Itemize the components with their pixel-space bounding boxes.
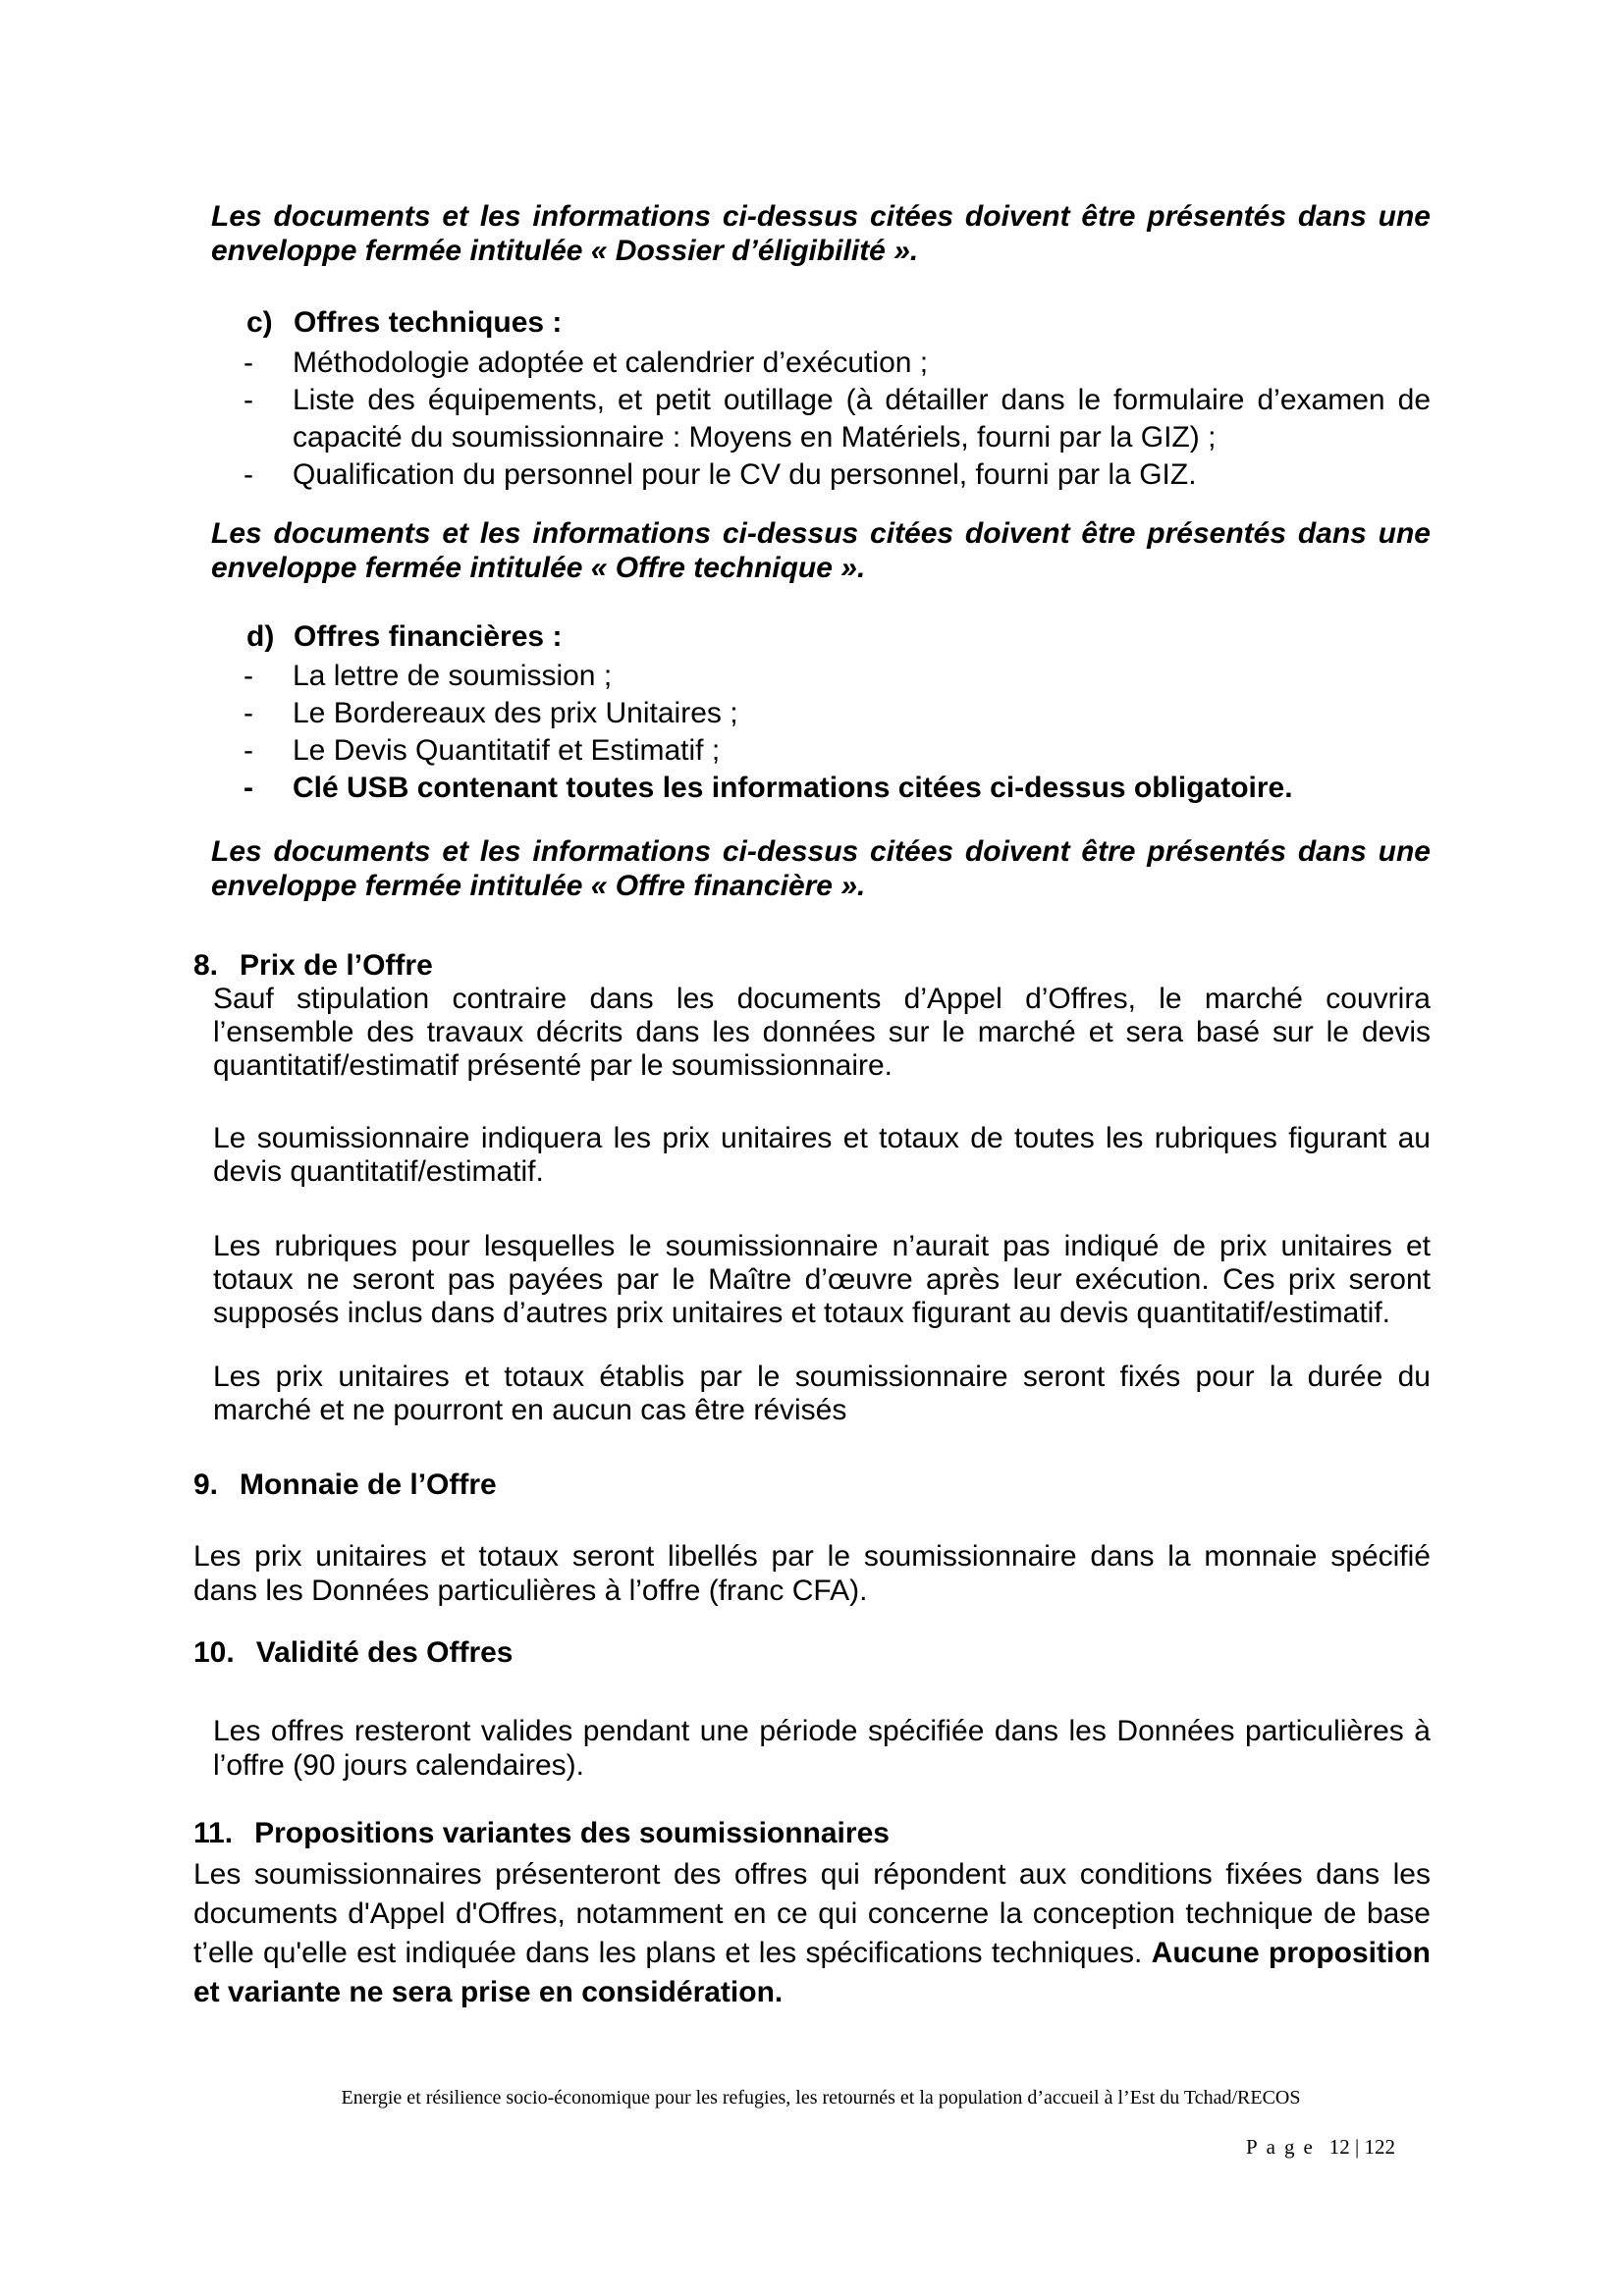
section-9-number: 9.	[193, 1468, 219, 1501]
section-10-heading	[193, 1635, 1431, 1670]
list-item-text: Le Devis Quantitatif et Estimatif ;	[293, 734, 721, 767]
list-item-text: La lettre de soumission ;	[293, 660, 613, 692]
notice-technical: Les documents et les informations ci-dessus citées doivent être présentés dans une enveloppe fermée intitulée « Offre technique ».	[211, 517, 1431, 584]
notice-financial: Les documents et les informations ci-dessus citées doivent être présentés dans une enveloppe fermée intitulée « Offre financière ».	[211, 835, 1431, 902]
dash-marker: -	[244, 660, 253, 692]
list-item	[211, 732, 1431, 770]
footer-page-number	[1246, 2134, 1395, 2160]
section-d-label: d)	[246, 620, 275, 653]
list-item	[211, 345, 1431, 382]
paragraph: Les prix unitaires et totaux seront libellés par le soumissionnaire dans la monnaie spécifié dans les Données particulières à l’offre (franc CFA).	[193, 1540, 1431, 1607]
list-item-text: Méthodologie adoptée et calendrier d’exécution ;	[293, 347, 929, 379]
section-8-heading	[193, 948, 1431, 983]
dash-marker: -	[244, 734, 253, 767]
dash-marker: -	[244, 347, 253, 379]
page-value: 12 | 122	[1328, 2135, 1395, 2159]
section-11-number: 11.	[193, 1817, 234, 1849]
dash-marker: -	[244, 384, 253, 416]
section-c-list	[211, 345, 1431, 494]
section-11-heading	[193, 1816, 1431, 1850]
section-9-heading	[193, 1468, 1431, 1502]
section-11-title: Propositions variantes des soumissionnaires	[254, 1817, 890, 1849]
dash-marker: -	[244, 697, 253, 729]
paragraph-bold-text: Aucune proposition et variante ne sera prise en considération.	[193, 1937, 1431, 2008]
paragraph: Le soumissionnaire indiquera les prix unitaires et totaux de toutes les rubriques figurant au devis quantitatif/estimatif.	[213, 1122, 1431, 1188]
section-10-title: Validité des Offres	[255, 1636, 514, 1669]
list-item	[211, 382, 1431, 456]
paragraph	[193, 1855, 1431, 2012]
list-item	[211, 695, 1431, 732]
section-d-heading	[211, 619, 1431, 654]
section-d-title: Offres financières :	[294, 620, 563, 653]
footer-project-title: Energie et résilience socio-économique pour les refugies, les retournés et la population d’accueil à l’Est du Tchad/RECOS	[341, 2087, 1301, 2109]
list-item	[211, 456, 1431, 494]
list-item-text: Le Bordereaux des prix Unitaires ;	[293, 697, 738, 729]
list-item-text: Liste des équipements, et petit outillage (à détailler dans le formulaire d’examen de capacité du soumissionnaire : Moyens en Matériels, fourni par la GIZ) ;	[293, 384, 1431, 454]
list-item	[211, 658, 1431, 695]
paragraph: Les prix unitaires et totaux établis par le soumissionnaire seront fixés pour la durée du marché et ne pourront en aucun cas être révisés	[213, 1361, 1431, 1426]
dash-marker: -	[244, 772, 253, 804]
paragraph-text: Les soumissionnaires présenteront des offres qui répondent aux conditions fixées dans les documents d'Appel d'Offres, notamment en ce qui concerne la conception technique de base t’elle qu'elle est indiquée dans les plans et les spécifications techniques.	[193, 1858, 1431, 1969]
paragraph: Les offres resteront valides pendant une période spécifiée dans les Données particulières à l’offre (90 jours calendaires).	[213, 1715, 1431, 1782]
section-c-title: Offres techniques :	[294, 306, 563, 339]
section-10-number: 10.	[193, 1636, 235, 1669]
dash-marker: -	[244, 458, 253, 491]
list-item-text: Clé USB contenant toutes les informations citées ci-dessus obligatoire.	[293, 772, 1293, 804]
paragraph: Sauf stipulation contraire dans les documents d’Appel d’Offres, le marché couvrira l’ensemble des travaux décrits dans les données sur le marché et sera basé sur le devis quantitatif/estimatif présenté par le soumissionnaire.	[213, 983, 1431, 1082]
section-c-label: c)	[246, 306, 273, 339]
page-label: Page	[1245, 2135, 1322, 2159]
section-8-title: Prix de l’Offre	[240, 949, 433, 982]
section-d-list	[211, 658, 1431, 807]
list-item	[211, 770, 1431, 807]
section-9-title: Monnaie de l’Offre	[240, 1468, 497, 1501]
section-8-number: 8.	[193, 949, 219, 982]
section-c-heading	[211, 305, 1431, 340]
paragraph: Les rubriques pour lesquelles le soumissionnaire n’aurait pas indiqué de prix unitaires et totaux ne seront pas payées par le Maître d’œuvre après leur exécution. Ces prix seront supposés inclus dans d’autres prix unitaires et totaux figurant au devis quantitatif/estimatif.	[213, 1230, 1431, 1329]
notice-eligibility: Les documents et les informations ci-dessus citées doivent être présentés dans une enveloppe fermée intitulée « Dossier d’éligibilité ».	[211, 200, 1431, 267]
list-item-text: Qualification du personnel pour le CV du personnel, fourni par la GIZ.	[293, 458, 1197, 491]
